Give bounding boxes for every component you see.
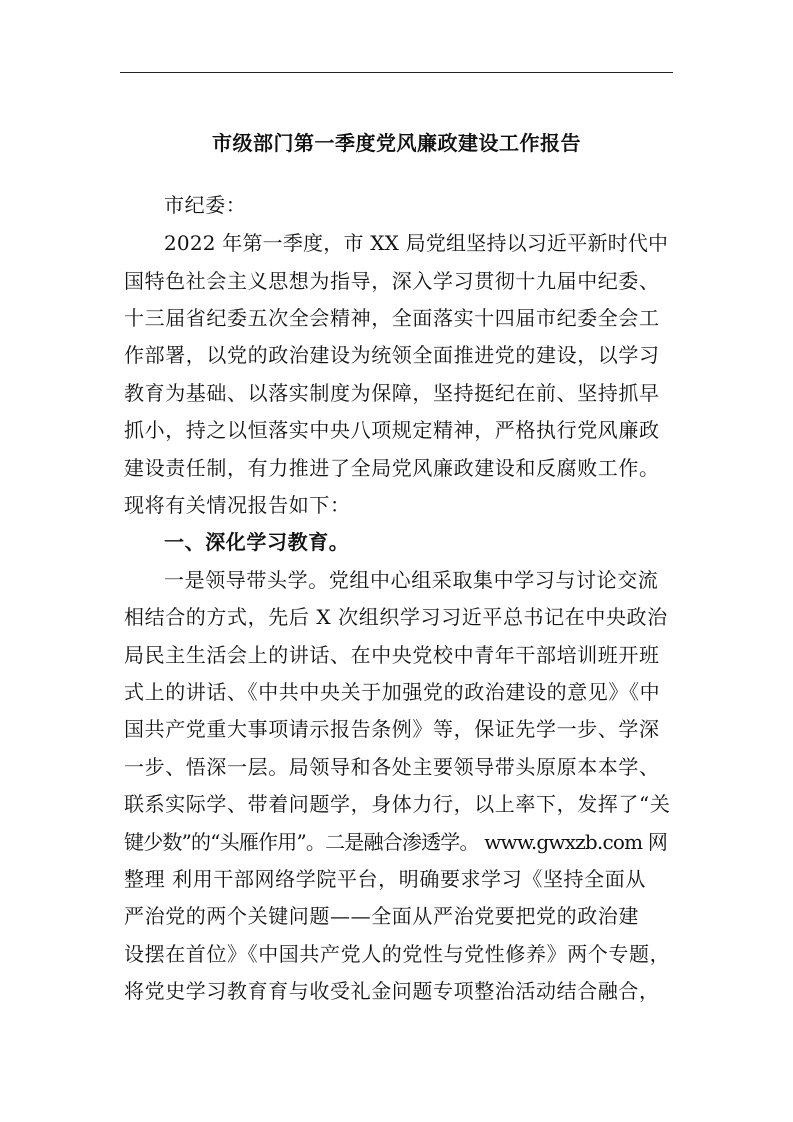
paragraph-line: 联系实际学、带着问题学，身体力行，以上率下，发挥了“关 xyxy=(124,792,671,816)
paragraph-line: 式上的讲话、《中共中央关于加强党的政治建设的意见》《中 xyxy=(124,680,661,704)
paragraph-line: 严治党的两个关键问题——全面从严治党要把党的政治建 xyxy=(124,904,639,928)
paragraph-line: 2022 年第一季度，市 XX 局党组坚持以习近平新时代中 xyxy=(164,231,669,255)
paragraph-line: 国特色社会主义思想为指导，深入学习贯彻十九届中纪委、 xyxy=(124,269,660,293)
document-title: 市级部门第一季度党风廉政建设工作报告 xyxy=(212,131,581,155)
header-rule xyxy=(120,72,673,73)
paragraph-line: 现将有关情况报告如下： xyxy=(124,493,351,517)
paragraph-line: 抓小，持之以恒落实中央八项规定精神，严格执行党风廉政 xyxy=(124,418,660,442)
paragraph-line: 将党史学习教育育与收受礼金问题专项整治活动结合融合， xyxy=(124,979,660,1003)
paragraph-line: 教育为基础、以落实制度为保障，坚持挺纪在前、坚持抓早 xyxy=(124,381,660,405)
paragraph-line: 局民主生活会上的讲话、在中央党校中青年干部培训班开班 xyxy=(124,643,660,667)
paragraph-line: 国共产党重大事项请示报告条例》等，保证先学一步、学深 xyxy=(124,717,660,741)
paragraph-line: 整理 利用干部网络学院平台，明确要求学习《坚持全面从 xyxy=(124,867,646,891)
paragraph-line: 键少数”的“头雁作用”。二是融合渗透学。 www.gwxzb.com 网 xyxy=(124,830,668,854)
salutation: 市纪委： xyxy=(164,193,247,217)
paragraph-line: 一是领导带头学。党组中心组采取集中学习与讨论交流 xyxy=(164,568,659,592)
paragraph-line: 建设责任制，有力推进了全局党风廉政建设和反腐败工作。 xyxy=(124,456,660,480)
paragraph-line: 作部署，以党的政治建设为统领全面推进党的建设，以学习 xyxy=(124,343,660,367)
section-heading: 一、深化学习教育。 xyxy=(164,530,350,554)
paragraph-line: 设摆在首位》《中国共产党人的党性与党性修养》两个专题， xyxy=(124,942,671,966)
paragraph-line: 一步、悟深一层。局领导和各处主要领导带头原原本本学、 xyxy=(124,755,660,779)
paragraph-line: 十三届省纪委五次全会精神，全面落实十四届市纪委全会工 xyxy=(124,306,660,330)
paragraph-line: 相结合的方式，先后 X 次组织学习习近平总书记在中央政治 xyxy=(124,605,668,629)
